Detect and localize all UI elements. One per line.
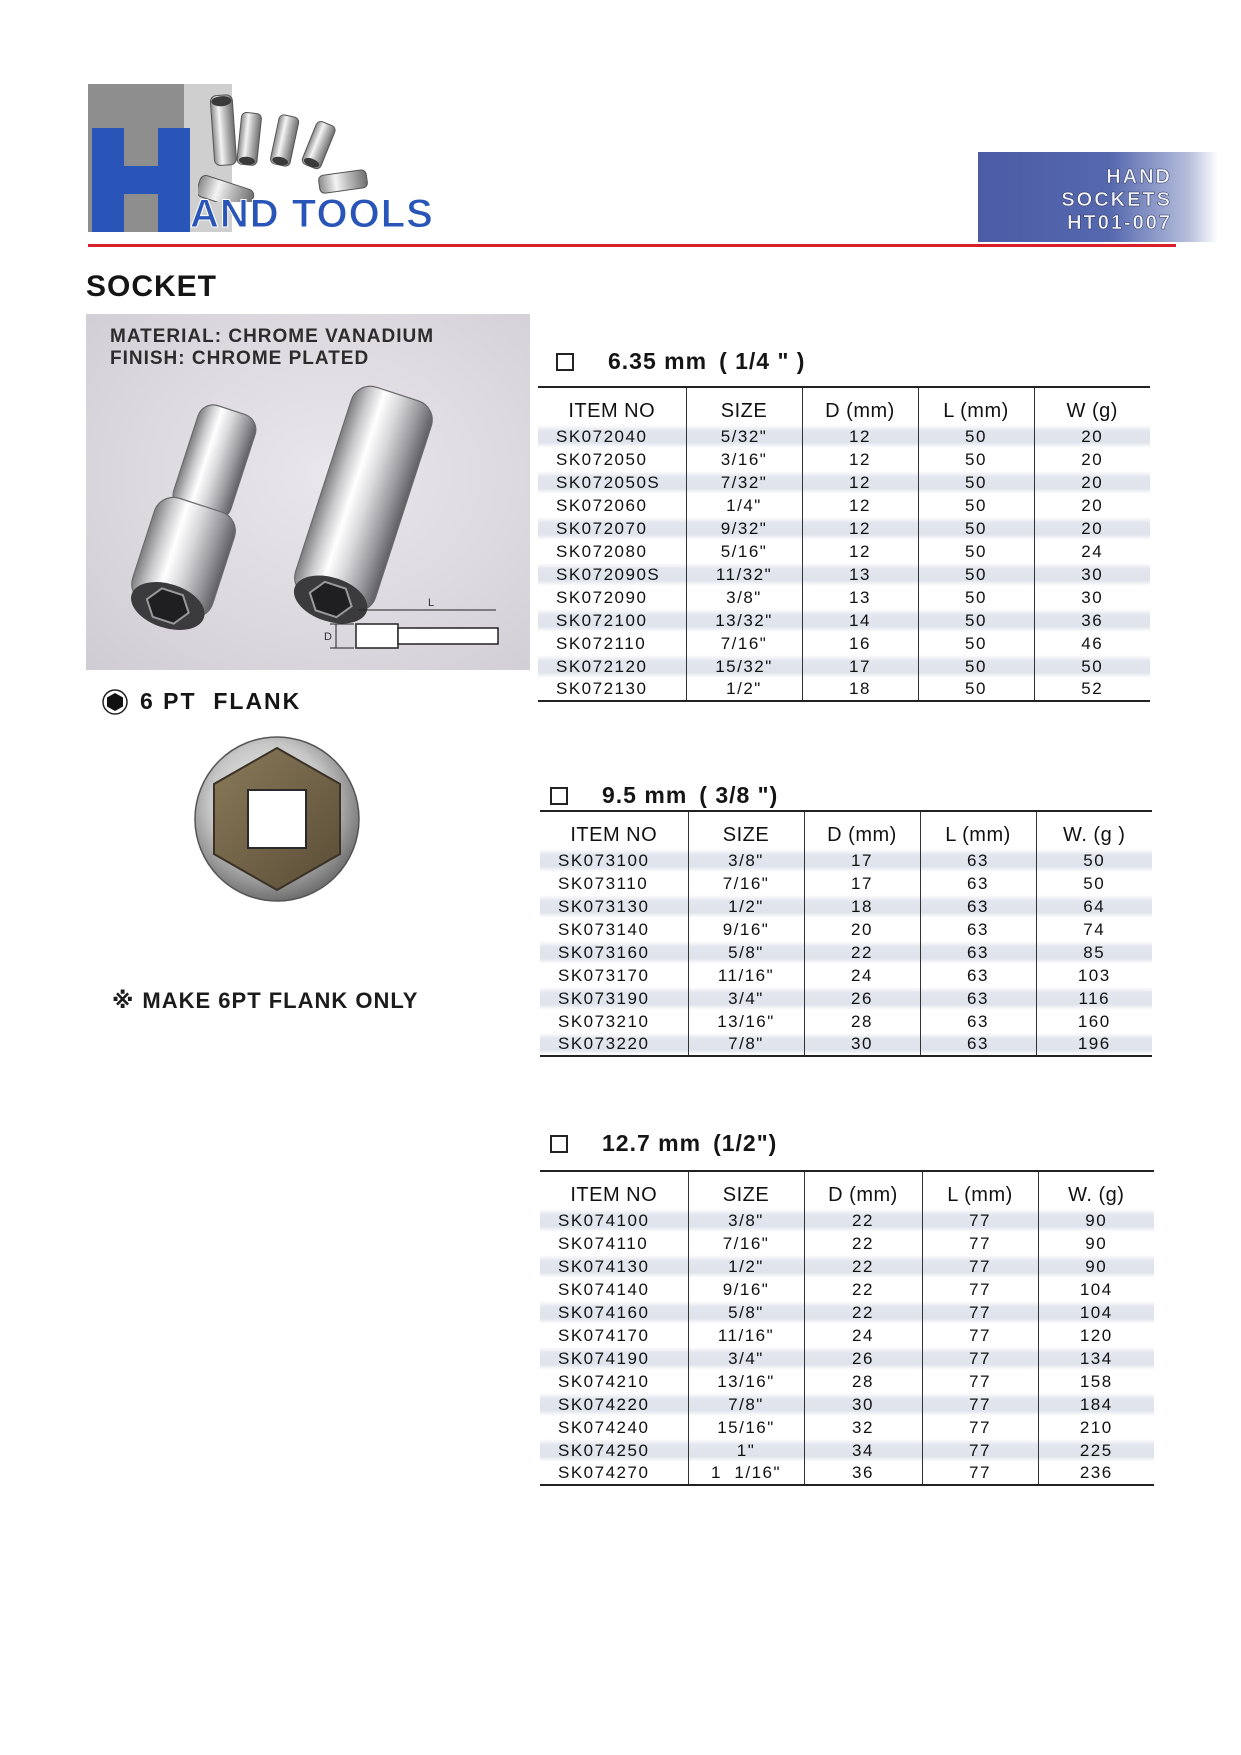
table-cell: 12 xyxy=(802,471,918,494)
table-cell: 63 xyxy=(920,895,1036,918)
table-cell: 5/8" xyxy=(688,941,804,964)
table-3-title-size: 12.7 mm xyxy=(602,1130,702,1156)
table-cell: SK074270 xyxy=(540,1462,688,1485)
table-cell: 18 xyxy=(804,895,920,918)
section-badge xyxy=(978,152,1218,242)
table-cell: SK073220 xyxy=(540,1033,688,1056)
table-cell: 24 xyxy=(1034,540,1150,563)
table-cell: 104 xyxy=(1038,1301,1154,1324)
table-cell: 3/8" xyxy=(688,849,804,872)
table-cell: 50 xyxy=(918,655,1034,678)
table-cell: 22 xyxy=(804,1301,922,1324)
table-cell: 50 xyxy=(918,540,1034,563)
table-cell: 3/8" xyxy=(686,586,802,609)
table-cell: 7/16" xyxy=(688,1232,804,1255)
table-cell: 90 xyxy=(1038,1255,1154,1278)
table-cell: 17 xyxy=(802,655,918,678)
table-row xyxy=(538,425,1150,448)
table-cell: 184 xyxy=(1038,1393,1154,1416)
table-cell: 3/4" xyxy=(688,987,804,1010)
table-cell: 50 xyxy=(918,609,1034,632)
table-row xyxy=(538,540,1150,563)
table-row xyxy=(538,494,1150,517)
product-photo xyxy=(86,314,530,670)
table-cell: 11/16" xyxy=(688,1324,804,1347)
table-cell: SK073130 xyxy=(540,895,688,918)
note-text: MAKE 6PT FLANK ONLY xyxy=(142,988,419,1013)
table-cell: 7/16" xyxy=(686,632,802,655)
table-cell: SK072120 xyxy=(538,655,686,678)
table-cell: 7/32" xyxy=(686,471,802,494)
table-cell: 85 xyxy=(1036,941,1152,964)
table-cell: 24 xyxy=(804,964,920,987)
table-cell: 50 xyxy=(918,678,1034,701)
table-cell: 1/4" xyxy=(686,494,802,517)
table-cell: 160 xyxy=(1036,1010,1152,1033)
table-row xyxy=(540,1347,1154,1370)
table-row xyxy=(538,609,1150,632)
table-cell: 14 xyxy=(802,609,918,632)
table-cell: 34 xyxy=(804,1439,922,1462)
table-cell: 36 xyxy=(804,1462,922,1485)
table-cell: 1 1/16" xyxy=(688,1462,804,1485)
table-row xyxy=(540,1232,1154,1255)
table-cell: SK072080 xyxy=(556,541,648,561)
table-cell: 12 xyxy=(802,448,918,471)
table-cell: 26 xyxy=(804,987,920,1010)
table-cell: 50 xyxy=(1036,872,1152,895)
table-cell: 13/16" xyxy=(688,1370,804,1393)
table-cell: SK074170 xyxy=(558,1325,650,1345)
table-cell: 63 xyxy=(920,1033,1036,1056)
table-cell: SK073160 xyxy=(540,941,688,964)
table-header-row xyxy=(538,387,1150,425)
table-row xyxy=(540,1278,1154,1301)
table-cell: 1" xyxy=(688,1439,804,1462)
column-header: SIZE xyxy=(686,387,802,425)
checkbox-icon xyxy=(556,353,574,371)
table-row xyxy=(540,895,1152,918)
table-cell: 3/8" xyxy=(688,1209,804,1232)
table-3-title-inch: (1/2") xyxy=(713,1130,778,1156)
table-cell: SK072050 xyxy=(556,449,648,469)
table-row xyxy=(540,1393,1154,1416)
table-cell: 120 xyxy=(1038,1324,1154,1347)
table-row xyxy=(538,517,1150,540)
table-cell: 77 xyxy=(922,1324,1038,1347)
badge-line-hand: HAND xyxy=(1106,166,1172,188)
table-cell: 63 xyxy=(920,1010,1036,1033)
table-row xyxy=(540,1301,1154,1324)
table-cell: 12 xyxy=(802,494,918,517)
badge-line-code: HT01-007 xyxy=(1067,212,1172,234)
table-cell: SK074140 xyxy=(558,1279,650,1299)
table-cell: 103 xyxy=(1036,964,1152,987)
table-cell: 64 xyxy=(1036,895,1152,918)
table-1-title xyxy=(556,348,805,375)
table-cell: 50 xyxy=(918,494,1034,517)
table-cell: 13 xyxy=(802,563,918,586)
column-header: L (mm) xyxy=(922,1171,1038,1209)
column-header: L (mm) xyxy=(918,387,1034,425)
table-cell: 134 xyxy=(1038,1347,1154,1370)
checkbox-icon xyxy=(550,787,568,805)
table-cell: 15/16" xyxy=(688,1416,804,1439)
table-cell: 158 xyxy=(1038,1370,1154,1393)
table-cell: SK073100 xyxy=(540,849,688,872)
table-cell: 20 xyxy=(1034,471,1150,494)
table-cell: 225 xyxy=(1038,1439,1154,1462)
table-cell: 50 xyxy=(1034,655,1150,678)
table-cell: SK074210 xyxy=(558,1371,650,1391)
table-cell: 63 xyxy=(920,987,1036,1010)
column-header: D (mm) xyxy=(804,811,920,849)
header-divider xyxy=(88,244,1176,247)
column-header: W (g) xyxy=(1034,387,1150,425)
table-cell: SK072130 xyxy=(538,678,686,701)
table-cell: 7/8" xyxy=(688,1393,804,1416)
table-cell: 5/16" xyxy=(686,540,802,563)
table-cell: SK072070 xyxy=(538,517,686,540)
table-cell: 1/2" xyxy=(688,895,804,918)
table-cell: 20 xyxy=(804,918,920,941)
table-cell: SK073110 xyxy=(558,873,649,893)
table-1-title-size: 6.35 mm xyxy=(608,348,708,374)
table-cell: SK072110 xyxy=(556,633,647,653)
table-cell: 36 xyxy=(1034,609,1150,632)
table-cell: 77 xyxy=(922,1416,1038,1439)
table-3 xyxy=(540,1170,1154,1486)
column-header: L (mm) xyxy=(920,811,1036,849)
column-header: ITEM NO xyxy=(540,1171,688,1209)
table-cell: 104 xyxy=(1038,1278,1154,1301)
table-2-title-inch: ( 3/8 ") xyxy=(699,782,779,808)
table-cell: 20 xyxy=(1034,517,1150,540)
table-row xyxy=(538,471,1150,494)
table-cell: 9/32" xyxy=(686,517,802,540)
table-cell: SK074110 xyxy=(558,1233,649,1253)
table-cell: 77 xyxy=(922,1439,1038,1462)
flank-label xyxy=(102,688,301,715)
table-cell: 16 xyxy=(802,632,918,655)
diagram-diameter-label: D xyxy=(324,631,332,643)
badge-text xyxy=(1061,166,1172,235)
table-cell: 3/4" xyxy=(688,1347,804,1370)
table-header-row xyxy=(540,811,1152,849)
table-row xyxy=(540,849,1152,872)
material-specs xyxy=(110,326,434,370)
table-cell: 13/16" xyxy=(688,1010,804,1033)
table-row xyxy=(538,448,1150,471)
column-header: D (mm) xyxy=(802,387,918,425)
hand-tools-logo xyxy=(88,84,448,236)
table-cell: 22 xyxy=(804,1278,922,1301)
table-cell: 28 xyxy=(804,1370,922,1393)
table-cell: 210 xyxy=(1038,1416,1154,1439)
table-cell: 50 xyxy=(918,563,1034,586)
table-cell: 1/2" xyxy=(688,1255,804,1278)
table-cell: 5/8" xyxy=(688,1301,804,1324)
table-cell: 17 xyxy=(804,872,920,895)
table-row xyxy=(540,941,1152,964)
table-cell: 11/32" xyxy=(686,563,802,586)
table-2-title-size: 9.5 mm xyxy=(602,782,688,808)
column-header: W. (g ) xyxy=(1036,811,1152,849)
table-cell: 11/16" xyxy=(688,964,804,987)
table-cell: 22 xyxy=(804,1209,922,1232)
table-cell: 7/16" xyxy=(688,872,804,895)
table-row xyxy=(538,632,1150,655)
table-cell: 46 xyxy=(1034,632,1150,655)
column-header: ITEM NO xyxy=(538,387,686,425)
table-cell: 77 xyxy=(922,1393,1038,1416)
table-cell: 30 xyxy=(1034,563,1150,586)
table-cell: 12 xyxy=(802,540,918,563)
table-cell: 30 xyxy=(804,1033,920,1056)
table-cell: 18 xyxy=(802,678,918,701)
table-cell: SK074130 xyxy=(540,1255,688,1278)
table-cell: 22 xyxy=(804,1255,922,1278)
table-cell: 77 xyxy=(922,1255,1038,1278)
table-row xyxy=(540,1033,1152,1056)
table-cell: 50 xyxy=(918,425,1034,448)
logo-sockets-picture xyxy=(198,92,498,202)
table-cell: 5/32" xyxy=(686,425,802,448)
table-cell: 63 xyxy=(920,872,1036,895)
flank-label-text: 6 PT FLANK xyxy=(140,688,302,714)
table-cell: 77 xyxy=(922,1278,1038,1301)
note-symbol: ※ xyxy=(112,988,135,1014)
table-cell: 12 xyxy=(802,425,918,448)
table-cell: SK074100 xyxy=(540,1209,688,1232)
table-row xyxy=(540,1255,1154,1278)
note xyxy=(112,988,418,1014)
table-cell: 9/16" xyxy=(688,918,804,941)
material-line: MATERIAL: CHROME VANADIUM xyxy=(110,326,435,347)
table-cell: SK072060 xyxy=(556,495,648,515)
table-cell: 63 xyxy=(920,849,1036,872)
table-cell: 32 xyxy=(804,1416,922,1439)
table-cell: 13 xyxy=(802,586,918,609)
table-cell: 26 xyxy=(804,1347,922,1370)
table-row xyxy=(538,563,1150,586)
table-cell: 77 xyxy=(922,1462,1038,1485)
table-cell: 90 xyxy=(1038,1232,1154,1255)
table-cell: 90 xyxy=(1038,1209,1154,1232)
table-cell: 13/32" xyxy=(686,609,802,632)
table-cell: SK074240 xyxy=(558,1417,650,1437)
table-row xyxy=(540,872,1152,895)
table-cell: 12 xyxy=(802,517,918,540)
column-header: SIZE xyxy=(688,1171,804,1209)
table-row xyxy=(540,1439,1154,1462)
table-cell: 77 xyxy=(922,1301,1038,1324)
checkbox-icon xyxy=(550,1135,568,1153)
table-cell: 50 xyxy=(918,632,1034,655)
table-cell: SK072050S xyxy=(538,471,686,494)
table-cell: 50 xyxy=(918,586,1034,609)
table-cell: 77 xyxy=(922,1232,1038,1255)
table-row xyxy=(540,1010,1152,1033)
table-cell: 74 xyxy=(1036,918,1152,941)
table-cell: SK074190 xyxy=(540,1347,688,1370)
table-row xyxy=(540,1462,1154,1485)
table-3-title xyxy=(550,1130,777,1157)
socket-end-view-picture xyxy=(192,734,362,904)
table-cell: 20 xyxy=(1034,448,1150,471)
column-header: SIZE xyxy=(688,811,804,849)
table-cell: 52 xyxy=(1034,678,1150,701)
table-cell: SK072100 xyxy=(538,609,686,632)
table-row xyxy=(540,1416,1154,1439)
table-cell: SK073210 xyxy=(558,1011,650,1031)
column-header: D (mm) xyxy=(804,1171,922,1209)
table-cell: SK072040 xyxy=(538,425,686,448)
page-title: SOCKET xyxy=(86,270,218,303)
table-cell: SK074220 xyxy=(540,1393,688,1416)
table-cell: SK074250 xyxy=(540,1439,688,1462)
table-row xyxy=(540,1370,1154,1393)
table-cell: 50 xyxy=(918,517,1034,540)
table-cell: 17 xyxy=(804,849,920,872)
table-cell: 20 xyxy=(1034,494,1150,517)
table-cell: 22 xyxy=(804,941,920,964)
table-cell: 3/16" xyxy=(686,448,802,471)
diagram-length-label: L xyxy=(428,597,435,609)
table-2-title xyxy=(550,782,778,809)
table-cell: 77 xyxy=(922,1370,1038,1393)
table-cell: 24 xyxy=(804,1324,922,1347)
column-header: ITEM NO xyxy=(540,811,688,849)
table-cell: 116 xyxy=(1036,987,1152,1010)
table-cell: SK072090 xyxy=(556,587,648,607)
table-row xyxy=(540,1209,1154,1232)
table-row xyxy=(540,964,1152,987)
table-row xyxy=(540,1324,1154,1347)
logo-text: AND TOOLS xyxy=(190,192,434,236)
table-cell: SK072090S xyxy=(538,563,686,586)
table-row xyxy=(540,987,1152,1010)
table-cell: 30 xyxy=(1034,586,1150,609)
table-cell: 28 xyxy=(804,1010,920,1033)
table-cell: 1/2" xyxy=(686,678,802,701)
table-cell: 50 xyxy=(918,471,1034,494)
table-row xyxy=(538,655,1150,678)
table-cell: 50 xyxy=(1036,849,1152,872)
finish-line: FINISH: CHROME PLATED xyxy=(110,348,370,369)
table-cell: 20 xyxy=(1034,425,1150,448)
table-cell: 7/8" xyxy=(688,1033,804,1056)
table-cell: 63 xyxy=(920,964,1036,987)
table-cell: 15/32" xyxy=(686,655,802,678)
badge-line-sockets: SOCKETS xyxy=(1061,189,1172,211)
hex-bullet-icon xyxy=(102,689,128,715)
table-cell: SK073140 xyxy=(558,919,650,939)
table-cell: 9/16" xyxy=(688,1278,804,1301)
table-cell: 77 xyxy=(922,1209,1038,1232)
column-header: W. (g) xyxy=(1038,1171,1154,1209)
table-cell: 50 xyxy=(918,448,1034,471)
table-cell: SK073170 xyxy=(558,965,650,985)
table-cell: 30 xyxy=(804,1393,922,1416)
table-cell: 77 xyxy=(922,1347,1038,1370)
table-cell: 63 xyxy=(920,918,1036,941)
table-2 xyxy=(540,810,1152,1057)
table-cell: 22 xyxy=(804,1232,922,1255)
table-row xyxy=(540,918,1152,941)
table-row xyxy=(538,678,1150,701)
table-1-title-inch: ( 1/4 " ) xyxy=(719,348,806,374)
table-cell: 63 xyxy=(920,941,1036,964)
table-cell: SK073190 xyxy=(540,987,688,1010)
table-cell: 196 xyxy=(1036,1033,1152,1056)
table-row xyxy=(538,586,1150,609)
table-1 xyxy=(538,386,1150,702)
table-cell: 236 xyxy=(1038,1462,1154,1485)
table-cell: SK074160 xyxy=(540,1301,688,1324)
logo-big-h xyxy=(92,128,192,232)
table-header-row xyxy=(540,1171,1154,1209)
